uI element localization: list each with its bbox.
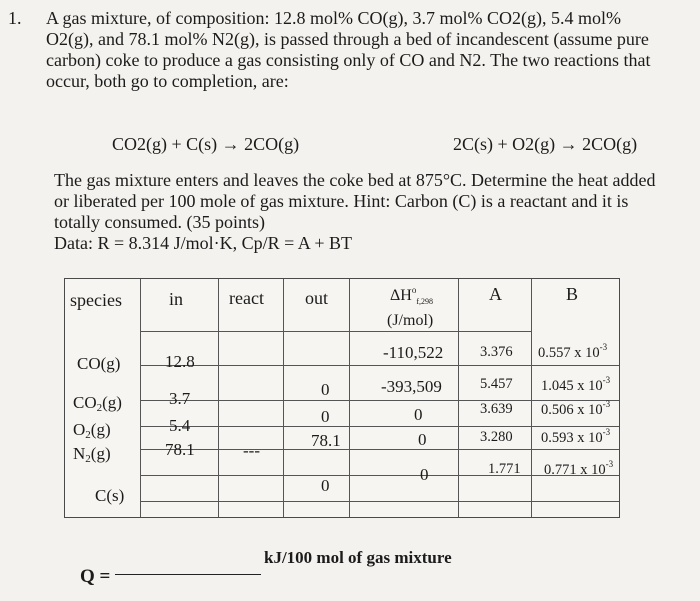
out-co2: 0 bbox=[321, 380, 330, 399]
reaction-2: 2C(s) + O2(g) → 2CO(g) bbox=[453, 134, 638, 154]
dh-co2: -393,509 bbox=[381, 377, 442, 396]
header-delta-h-unit: (J/mol) bbox=[387, 312, 434, 329]
species-c: C(s) bbox=[95, 486, 125, 505]
a-co2: 5.457 bbox=[480, 376, 513, 392]
answer-label: Q = bbox=[80, 566, 111, 587]
dh-n2: 0 bbox=[418, 430, 427, 449]
header-b: B bbox=[566, 284, 579, 304]
a-c: 1.771 bbox=[488, 461, 521, 477]
header-species: species bbox=[70, 290, 122, 310]
species-o2: $O_2(g)$ bbox=[73, 420, 111, 441]
header-in: in bbox=[169, 289, 184, 309]
out-c: 0 bbox=[321, 476, 330, 495]
in-co2: 3.7 bbox=[169, 389, 191, 408]
intro-line-3: carbon) coke to produce a gas consisting only of CO and N2. The two reactions that bbox=[46, 50, 651, 70]
species-co: CO(g) bbox=[77, 354, 121, 373]
a-n2: 3.280 bbox=[480, 429, 513, 445]
reaction-1: CO2(g) + C(s) → 2CO(g) bbox=[112, 134, 300, 154]
b-co: 0.557 x $10^{-3}$ bbox=[538, 342, 608, 361]
intro-line-4: occur, both go to completion, are: bbox=[46, 71, 289, 91]
paragraph-line-2: or liberated per 100 mole of gas mixture. Hint: Carbon (C) is a reactant and it is bbox=[54, 191, 629, 211]
a-co: 3.376 bbox=[480, 344, 513, 360]
dh-co: -110,522 bbox=[383, 343, 444, 362]
b-o2: 0.506 x $10^{-3}$ bbox=[541, 399, 611, 418]
b-c: 0.771 x $10^{-3}$ bbox=[544, 459, 614, 478]
header-delta-h: $\Delta H^o_{f,298}$ bbox=[390, 285, 434, 307]
dh-o2: 0 bbox=[414, 405, 423, 424]
a-o2: 3.639 bbox=[480, 401, 513, 417]
out-n2: 78.1 bbox=[311, 431, 341, 450]
in-co: 12.8 bbox=[165, 352, 195, 371]
b-n2: 0.593 x $10^{-3}$ bbox=[541, 427, 611, 446]
out-o2: 0 bbox=[321, 407, 330, 426]
paragraph-line-3: totally consumed. (35 points) bbox=[54, 212, 265, 232]
species-n2: $N_2(g)$ bbox=[73, 444, 111, 465]
header-out: out bbox=[305, 288, 329, 308]
dh-c: 0 bbox=[420, 465, 429, 484]
in-n2: 78.1 bbox=[165, 440, 195, 459]
problem-number: 1. bbox=[8, 8, 22, 28]
paragraph-line-4: Data: R = 8.314 J/mol·K, Cp/R = A + BT bbox=[54, 233, 352, 253]
header-react: react bbox=[229, 288, 264, 308]
answer-blank[interactable] bbox=[115, 574, 261, 575]
in-o2: 5.4 bbox=[169, 416, 191, 435]
header-a: A bbox=[489, 284, 502, 304]
intro-line-1: A gas mixture, of composition: 12.8 mol% CO(g), 3.7 mol% CO2(g), 5.4 mol% bbox=[46, 8, 621, 28]
paragraph-line-1: The gas mixture enters and leaves the coke bed at 875°C. Determine the heat added bbox=[54, 170, 656, 190]
b-co2: 1.045 x $10^{-3}$ bbox=[541, 375, 611, 394]
intro-line-2: O2(g), and 78.1 mol% N2(g), is passed through a bed of incandescent (assume pure bbox=[46, 29, 649, 49]
react-n2: --- bbox=[243, 441, 260, 460]
species-co2: $CO_2(g)$ bbox=[73, 393, 122, 414]
problem-paragraph bbox=[54, 170, 684, 254]
answer-unit: kJ/100 mol of gas mixture bbox=[264, 548, 452, 567]
data-table bbox=[64, 278, 620, 518]
